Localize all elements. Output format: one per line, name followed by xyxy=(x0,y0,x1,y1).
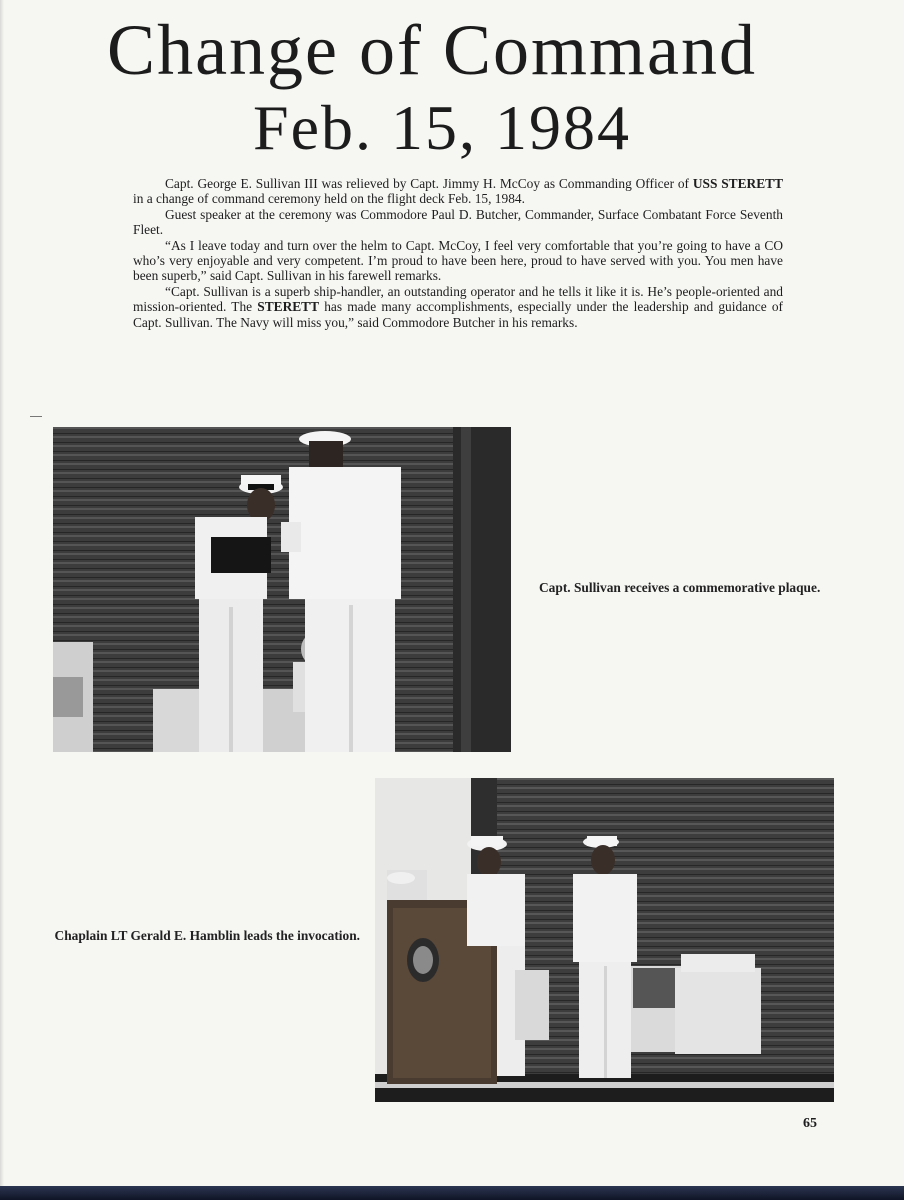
photo-invocation-image xyxy=(375,778,834,1102)
photo-plaque-caption: Capt. Sullivan receives a commemorative plaque. xyxy=(539,580,821,596)
paragraph-text: Guest speaker at the ceremony was Commodore Paul D. Butcher, Commander, Surface Combatant Force Seventh Fleet. xyxy=(133,206,783,238)
paragraph-text: “Capt. Sullivan is a superb ship-handler, an outstanding operator and he tells it like it is. He’s people-oriented and mission-oriented. The xyxy=(133,283,783,315)
ship-name: STERETT xyxy=(257,299,320,315)
paragraph-text: “As I leave today and turn over the helm to Capt. McCoy, I feel very comfortable that you’re going to have a CO who’s very enjoyable and very competent. I’m proud to have been here, proud to have served with you. You men have been superb,” said Capt. Sullivan in his farewell remarks. xyxy=(133,237,783,284)
page-edge xyxy=(0,0,4,1200)
margin-mark xyxy=(30,416,42,417)
photo-plaque-presentation-image xyxy=(53,427,511,752)
paragraph-text: has made many accomplishments, especially under the leadership and guidance of Capt. Sullivan. The Navy will miss you,” said Commodore Butcher in his remarks. xyxy=(133,299,783,330)
page-bottom-edge xyxy=(0,1186,904,1200)
page-subtitle-date: Feb. 15, 1984 xyxy=(253,92,631,163)
page-title: Change of Command xyxy=(107,10,757,90)
paragraph-text: Capt. George E. Sullivan III was relieved by Capt. Jimmy H. McCoy as Commanding Officer of xyxy=(165,176,693,191)
article-paragraph xyxy=(133,238,783,284)
ship-name: USS STERETT xyxy=(692,176,784,191)
article-body xyxy=(133,176,783,330)
page-number: 65 xyxy=(803,1116,817,1131)
photo-invocation-caption: Chaplain LT Gerald E. Hamblin leads the invocation. xyxy=(54,928,360,944)
photo-plaque-presentation xyxy=(53,427,511,752)
article-paragraph xyxy=(133,207,783,238)
paragraph-text: in a change of command ceremony held on the flight deck Feb. 15, 1984. xyxy=(133,191,525,207)
photo-invocation xyxy=(375,778,834,1102)
article-paragraph xyxy=(133,284,783,330)
article-paragraph xyxy=(133,176,783,207)
